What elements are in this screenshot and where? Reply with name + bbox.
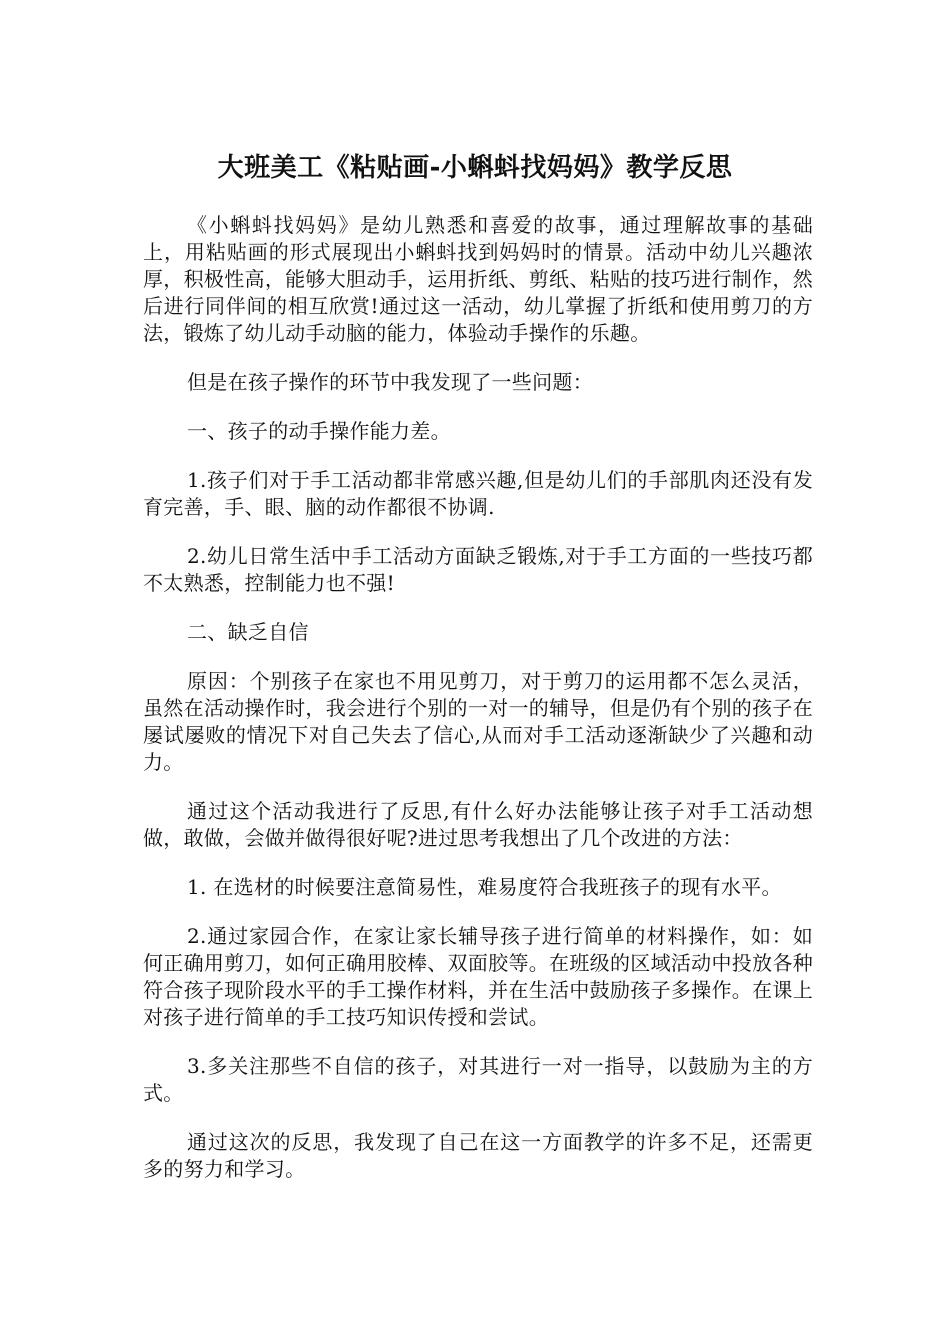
document-title: 大班美工《粘贴画-小蝌蚪找妈妈》教学反思 [217,153,733,183]
paragraph-intro: 《小蝌蚪找妈妈》是幼儿熟悉和喜爱的故事，通过理解故事的基础上，用粘贴画的形式展现出小蝌蚪找到妈妈时的情景。活动中幼儿兴趣浓厚，积极性高，能够大胆动手，运用折纸、剪纸、粘贴的技巧进行制作，然后进行同伴间的相互欣赏!通过这一活动，幼儿掌握了折纸和使用剪刀的方法，锻炼了幼儿动手动脑的能力，体验动手操作的乐趣。 [143,213,813,345]
paragraph-point-1-1: 1.孩子们对于手工活动都非常感兴趣,但是幼儿们的手部肌肉还没有发育完善，手、眼、脑的动作都很不协调. [143,468,813,519]
paragraph-reflection: 通过这个活动我进行了反思,有什么好办法能够让孩子对手工活动想做，敢做，会做并做得很好呢?进过思考我想出了几个改进的方法： [143,799,813,850]
document-body [143,212,813,1205]
paragraph-point-1-2: 2.幼儿日常生活中手工活动方面缺乏锻炼,对于手工方面的一些技巧都不太熟悉，控制能力也不强! [143,544,813,595]
paragraph-conclusion: 通过这次的反思，我发现了自己在这一方面教学的许多不足，还需更多的努力和学习。 [143,1130,813,1181]
paragraph-method-3: 3.多关注那些不自信的孩子，对其进行一对一指导，以鼓励为主的方式。 [143,1054,813,1105]
section-heading-1: 一、孩子的动手操作能力差。 [187,419,451,443]
paragraph-method-1: 1. 在选材的时候要注意简易性，难易度符合我班孩子的现有水平。 [187,875,782,899]
paragraph-method-2: 2.通过家园合作，在家让家长辅导孩子进行简单的材料操作，如：如何正确用剪刀，如何正确用胶棒、双面胶等。在班级的区域活动中投放各种符合孩子现阶段水平的手工操作材料，并在生活中鼓励孩子多操作。在课上对孩子进行简单的手工技巧知识传授和尝试。 [143,924,813,1029]
paragraph-problems-lead: 但是在孩子操作的环节中我发现了一些问题： [187,370,593,394]
paragraph-reason: 原因：个别孩子在家也不用见剪刀，对于剪刀的运用都不怎么灵活，虽然在活动操作时，我会进行个别的一对一的辅导，但是仍有个别的孩子在屡试屡败的情况下对自己失去了信心,从而对手工活动逐渐缺少了兴趣和动力。 [143,669,813,774]
section-heading-2: 二、缺乏自信 [187,620,309,644]
